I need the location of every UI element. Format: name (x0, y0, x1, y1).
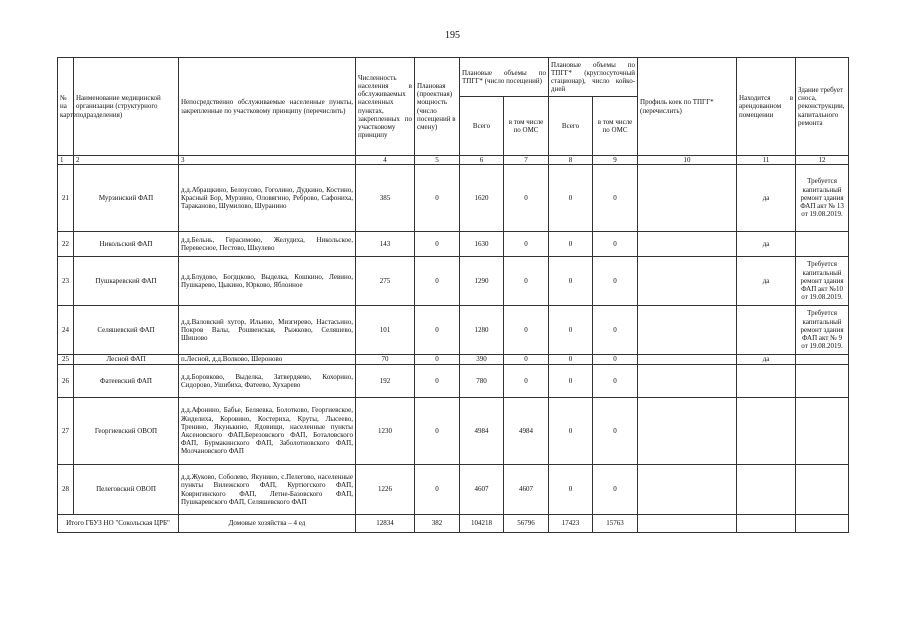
total-empty-cell (737, 515, 796, 533)
total-beds-oms: 15763 (593, 515, 638, 533)
visits-oms: 0 (504, 355, 549, 365)
row-num: 28 (58, 465, 74, 515)
total-population: 12834 (356, 515, 415, 533)
visits-total: 1620 (460, 165, 504, 232)
total-empty-cell (796, 515, 849, 533)
beds-oms: 0 (593, 365, 638, 398)
total-places: Домовые хозяйства – 4 ед (179, 515, 356, 533)
total-row (58, 515, 849, 533)
beds-oms: 0 (593, 232, 638, 257)
org-name: Лесной ФАП (74, 355, 179, 365)
places: д.д.Афонино, Бабье, Беляевка, Болотково, Георгиевское, Жиделиха, Коровино, Костериха, Круты, Лысеево, Тренино, Якунькино, Ядовищи, населенные пункты Аксеновского ФАП,Березовского ФАП, Боталовского ФАП, Бурмакинского ФАП, Заболотновского ФАП, Молчановского ФАП (179, 398, 356, 465)
capacity: 0 (415, 306, 460, 355)
beds-total: 0 (549, 306, 593, 355)
capacity: 0 (415, 355, 460, 365)
capacity: 0 (415, 398, 460, 465)
rented: да (737, 165, 796, 232)
col-number: 3 (179, 156, 356, 165)
visits-total: 780 (460, 365, 504, 398)
places: п.Лесной, д.д.Волково, Шероново (179, 355, 356, 365)
visits-total: 4607 (460, 465, 504, 515)
repair-note (796, 465, 849, 515)
rented: да (737, 355, 796, 365)
repair-note: Требуется капитальный ремонт здания ФАП акт № 13 от 19.08.2019. (796, 165, 849, 232)
org-name: Никольский ФАП (74, 232, 179, 257)
header-visits-total: Всего (460, 97, 504, 156)
beds-total: 0 (549, 232, 593, 257)
visits-total: 1280 (460, 306, 504, 355)
total-visits-oms: 56796 (504, 515, 549, 533)
capacity: 0 (415, 257, 460, 306)
visits-oms: 0 (504, 257, 549, 306)
capacity: 0 (415, 165, 460, 232)
header-visits-group: Плановые объемы по ТПГГ* (число посещений) (460, 58, 549, 97)
population: 1230 (356, 398, 415, 465)
total-empty-cell (638, 515, 737, 533)
row-num: 26 (58, 365, 74, 398)
bed-profile (638, 398, 737, 465)
row-num: 21 (58, 165, 74, 232)
table-row (58, 365, 849, 398)
header-bed-profile: Профиль коек по ТПГГ* (перечислить) (638, 58, 737, 156)
org-name: Георгиевский ОВОП (74, 398, 179, 465)
header-org-name: Наименование медицинской организации (структурного подразделения) (74, 58, 179, 156)
col-number: 11 (737, 156, 796, 165)
facilities-table (57, 57, 849, 533)
col-number: 10 (638, 156, 737, 165)
header-row-1 (58, 58, 849, 97)
bed-profile (638, 306, 737, 355)
repair-note (796, 355, 849, 365)
row-num: 27 (58, 398, 74, 465)
page-number: 195 (445, 30, 460, 41)
repair-note (796, 232, 849, 257)
table-row (58, 306, 849, 355)
col-number: 7 (504, 156, 549, 165)
table-row (58, 398, 849, 465)
rented: да (737, 257, 796, 306)
header-beds-oms: в том числе по ОМС (593, 97, 638, 156)
row-num: 24 (58, 306, 74, 355)
beds-total: 0 (549, 257, 593, 306)
beds-oms: 0 (593, 355, 638, 365)
beds-oms: 0 (593, 257, 638, 306)
col-number: 8 (549, 156, 593, 165)
header-population: Численность населения в обслуживаемых населенных пунктах, закрепленных по участковому принципу (356, 58, 415, 156)
visits-oms: 0 (504, 232, 549, 257)
header-rented: Находится в арендованном помещении (737, 58, 796, 156)
bed-profile (638, 465, 737, 515)
table-row (58, 165, 849, 232)
col-number: 2 (74, 156, 179, 165)
rented (737, 365, 796, 398)
rented (737, 465, 796, 515)
visits-oms: 4607 (504, 465, 549, 515)
col-number: 5 (415, 156, 460, 165)
org-name: Селяшевский ФАП (74, 306, 179, 355)
header-num: № на карте (58, 58, 74, 156)
col-number: 4 (356, 156, 415, 165)
total-beds-total: 17423 (549, 515, 593, 533)
header-visits-oms: в том числе по ОМС (504, 97, 549, 156)
col-number: 12 (796, 156, 849, 165)
population: 1226 (356, 465, 415, 515)
bed-profile (638, 232, 737, 257)
total-label: Итого ГБУЗ НО "Сокольская ЦРБ" (58, 515, 179, 533)
places: д.д.Жуково, Соболево, Якунино, с.Пелегово, населенные пункты Вилежского ФАП, Куртюгского ФАП, Ковригинского ФАП, Летне-Базовского ФАП, Пушкаревского ФАП, Селяшевского ФАП (179, 465, 356, 515)
bed-profile (638, 365, 737, 398)
visits-oms: 0 (504, 306, 549, 355)
col-number: 1 (58, 156, 74, 165)
rented (737, 398, 796, 465)
population: 192 (356, 365, 415, 398)
row-num: 23 (58, 257, 74, 306)
repair-note (796, 398, 849, 465)
beds-total: 0 (549, 165, 593, 232)
visits-total: 4984 (460, 398, 504, 465)
bed-profile (638, 257, 737, 306)
visits-oms: 0 (504, 365, 549, 398)
capacity: 0 (415, 465, 460, 515)
row-num: 25 (58, 355, 74, 365)
places: д.д.Валовский хутор, Ильино, Мизгирево, Настасьино, Покров Валы, Рошвенская, Рыжково, Селяшево, Шишово (179, 306, 356, 355)
beds-total: 0 (549, 365, 593, 398)
population: 101 (356, 306, 415, 355)
beds-oms: 0 (593, 465, 638, 515)
table-row (58, 232, 849, 257)
repair-note: Требуется капитальный ремонт здания ФАП акт № 9 от 19.08.2019. (796, 306, 849, 355)
bed-profile (638, 165, 737, 232)
total-visits-total: 104218 (460, 515, 504, 533)
org-name: Мурзинский ФАП (74, 165, 179, 232)
places: д.д.Блудово, Богдцково, Выделка, Кошкино, Левино, Пушкарево, Цыкино, Юрково, Яблонное (179, 257, 356, 306)
places: д.д.Бельнь, Герасимово, Желудиха, Никольское, Перевесное, Пестово, Шкулево (179, 232, 356, 257)
header-beds-total: Всего (549, 97, 593, 156)
org-name: Фатеевский ФАП (74, 365, 179, 398)
col-number: 6 (460, 156, 504, 165)
beds-total: 0 (549, 398, 593, 465)
population: 275 (356, 257, 415, 306)
capacity: 0 (415, 232, 460, 257)
repair-note: Требуется капитальный ремонт здания ФАП акт №10 от 19.08.2019. (796, 257, 849, 306)
population: 70 (356, 355, 415, 365)
visits-oms: 0 (504, 165, 549, 232)
org-name: Пелеговский ОВОП (74, 465, 179, 515)
repair-note (796, 365, 849, 398)
row-num: 22 (58, 232, 74, 257)
visits-total: 1290 (460, 257, 504, 306)
rented (737, 306, 796, 355)
header-capacity: Плановая (проектная) мощность (число посещений в смену) (415, 58, 460, 156)
header-places: Непосредственно обслуживаемые населенные пункты, закрепленные по участковому принципу (перечислить) (179, 58, 356, 156)
beds-oms: 0 (593, 165, 638, 232)
population: 143 (356, 232, 415, 257)
rented: да (737, 232, 796, 257)
beds-total: 0 (549, 465, 593, 515)
beds-total: 0 (549, 355, 593, 365)
places: д.д.Абращкино, Белоусово, Гоголино, Дудкино, Костино, Красный Бор, Мурзино, Оловягино, Реброво, Сафониха, Тараканово, Шумилово, Шуранино (179, 165, 356, 232)
visits-total: 390 (460, 355, 504, 365)
total-capacity: 382 (415, 515, 460, 533)
capacity: 0 (415, 365, 460, 398)
visits-total: 1630 (460, 232, 504, 257)
visits-oms: 4984 (504, 398, 549, 465)
table-row (58, 465, 849, 515)
beds-oms: 0 (593, 398, 638, 465)
col-number: 9 (593, 156, 638, 165)
population: 385 (356, 165, 415, 232)
beds-oms: 0 (593, 306, 638, 355)
column-number-row (58, 156, 849, 165)
table-row (58, 355, 849, 365)
bed-profile (638, 355, 737, 365)
header-beds-group: Плановые объемы по ТПГГ* (круглосуточный стационар), число койко-дней (549, 58, 638, 97)
places: д.д.Боровково, Выделка, Затвердяево, Кохорино, Сидорово, Ушибиха, Фатеево, Хухарево (179, 365, 356, 398)
header-repair: Здание требует сноса, реконструкции, капитального ремонта (796, 58, 849, 156)
org-name: Пушкаревский ФАП (74, 257, 179, 306)
table-row (58, 257, 849, 306)
